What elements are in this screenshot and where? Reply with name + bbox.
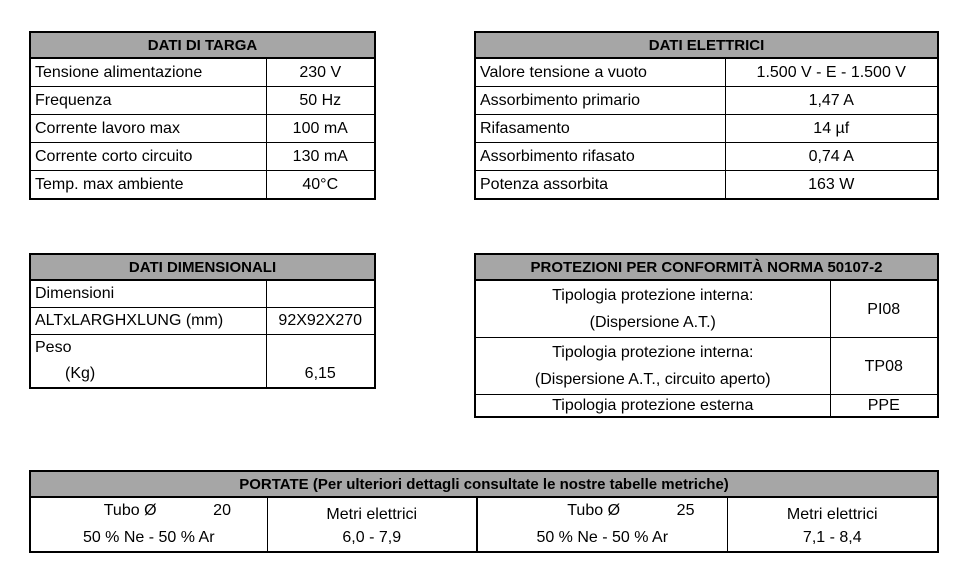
table-row bbox=[475, 171, 938, 200]
dati-elettrici-title: DATI ELETTRICI bbox=[475, 32, 938, 58]
row-value: 130 mA bbox=[266, 143, 375, 171]
dati-di-targa-table bbox=[29, 31, 376, 200]
table-row bbox=[30, 171, 375, 200]
tubo-left bbox=[30, 497, 267, 524]
peso-value: 6,15 bbox=[266, 361, 375, 388]
metri-label: Metri elettrici bbox=[786, 506, 878, 523]
row-label: Potenza assorbita bbox=[475, 171, 725, 200]
row-label: Assorbimento primario bbox=[475, 87, 725, 115]
row-value: 40°C bbox=[266, 171, 375, 200]
table-row bbox=[30, 58, 375, 87]
row-value: 0,74 A bbox=[725, 143, 938, 171]
dimensioni-label: Dimensioni bbox=[30, 280, 266, 308]
dati-dimensionali-title: DATI DIMENSIONALI bbox=[30, 254, 375, 280]
table-row bbox=[30, 280, 375, 308]
protezione-line1: Tipologia protezione interna: bbox=[552, 287, 754, 304]
protezione-code: PI08 bbox=[830, 280, 938, 338]
table-row bbox=[475, 395, 938, 418]
table-row bbox=[475, 143, 938, 171]
gas-mix: 50 % Ne - 50 % Ar bbox=[30, 524, 267, 552]
protezione-description bbox=[475, 338, 830, 395]
protezioni-table bbox=[474, 253, 939, 418]
row-label: Tensione alimentazione bbox=[30, 58, 266, 87]
row-label: Valore tensione a vuoto bbox=[475, 58, 725, 87]
row-value: 14 µf bbox=[725, 115, 938, 143]
protezione-line2: (Dispersione A.T.) bbox=[589, 314, 716, 331]
row-label: Frequenza bbox=[30, 87, 266, 115]
row-value: 100 mA bbox=[266, 115, 375, 143]
table-row bbox=[30, 524, 938, 552]
table-row bbox=[30, 361, 375, 388]
protezione-code: PPE bbox=[830, 395, 938, 418]
table-row bbox=[475, 58, 938, 87]
dati-dimensionali-table bbox=[29, 253, 376, 389]
protezione-line2: (Dispersione A.T., circuito aperto) bbox=[534, 371, 771, 388]
tubo-right bbox=[477, 497, 727, 524]
row-value: 1,47 A bbox=[725, 87, 938, 115]
table-row bbox=[475, 87, 938, 115]
table-row bbox=[30, 335, 375, 362]
portate-table bbox=[29, 470, 939, 553]
row-label: Temp. max ambiente bbox=[30, 171, 266, 200]
protezione-line1: Tipologia protezione interna: bbox=[552, 344, 754, 361]
row-label: Assorbimento rifasato bbox=[475, 143, 725, 171]
table-row bbox=[475, 338, 938, 395]
row-label: Rifasamento bbox=[475, 115, 725, 143]
protezione-code: TP08 bbox=[830, 338, 938, 395]
row-value: 1.500 V - E - 1.500 V bbox=[725, 58, 938, 87]
peso-unit: (Kg) bbox=[65, 365, 96, 382]
row-label: Corrente lavoro max bbox=[30, 115, 266, 143]
protezioni-title: PROTEZIONI PER CONFORMITÀ NORMA 50107-2 bbox=[475, 254, 938, 280]
table-row bbox=[30, 497, 938, 524]
dimensioni-value: 92X92X270 bbox=[266, 308, 375, 335]
gas-mix: 50 % Ne - 50 % Ar bbox=[477, 524, 727, 552]
tubo-label: Tubo Ø bbox=[567, 502, 621, 519]
protezione-description bbox=[475, 280, 830, 338]
tubo-size: 20 bbox=[213, 502, 231, 519]
table-row bbox=[30, 87, 375, 115]
row-value: 50 Hz bbox=[266, 87, 375, 115]
row-value: 230 V bbox=[266, 58, 375, 87]
row-label: Corrente corto circuito bbox=[30, 143, 266, 171]
dimensioni-sub-label: ALTxLARGHXLUNG (mm) bbox=[30, 308, 266, 335]
tubo-label: Tubo Ø bbox=[103, 502, 157, 519]
table-row bbox=[30, 115, 375, 143]
row-value: 163 W bbox=[725, 171, 938, 200]
metri-value: 6,0 - 7,9 bbox=[267, 524, 477, 552]
dati-elettrici-table bbox=[474, 31, 939, 200]
portate-title: PORTATE (Per ulteriori dettagli consultate le nostre tabelle metriche) bbox=[30, 471, 938, 497]
table-row bbox=[475, 115, 938, 143]
table-row bbox=[475, 280, 938, 338]
protezione-description: Tipologia protezione esterna bbox=[475, 395, 830, 418]
metri-label: Metri elettrici bbox=[267, 497, 477, 524]
tubo-size: 25 bbox=[676, 502, 695, 519]
table-row bbox=[30, 143, 375, 171]
dati-di-targa-title: DATI DI TARGA bbox=[30, 32, 375, 58]
peso-label: Peso bbox=[30, 335, 266, 362]
table-row bbox=[30, 308, 375, 335]
metri-value: 7,1 - 8,4 bbox=[802, 528, 862, 546]
